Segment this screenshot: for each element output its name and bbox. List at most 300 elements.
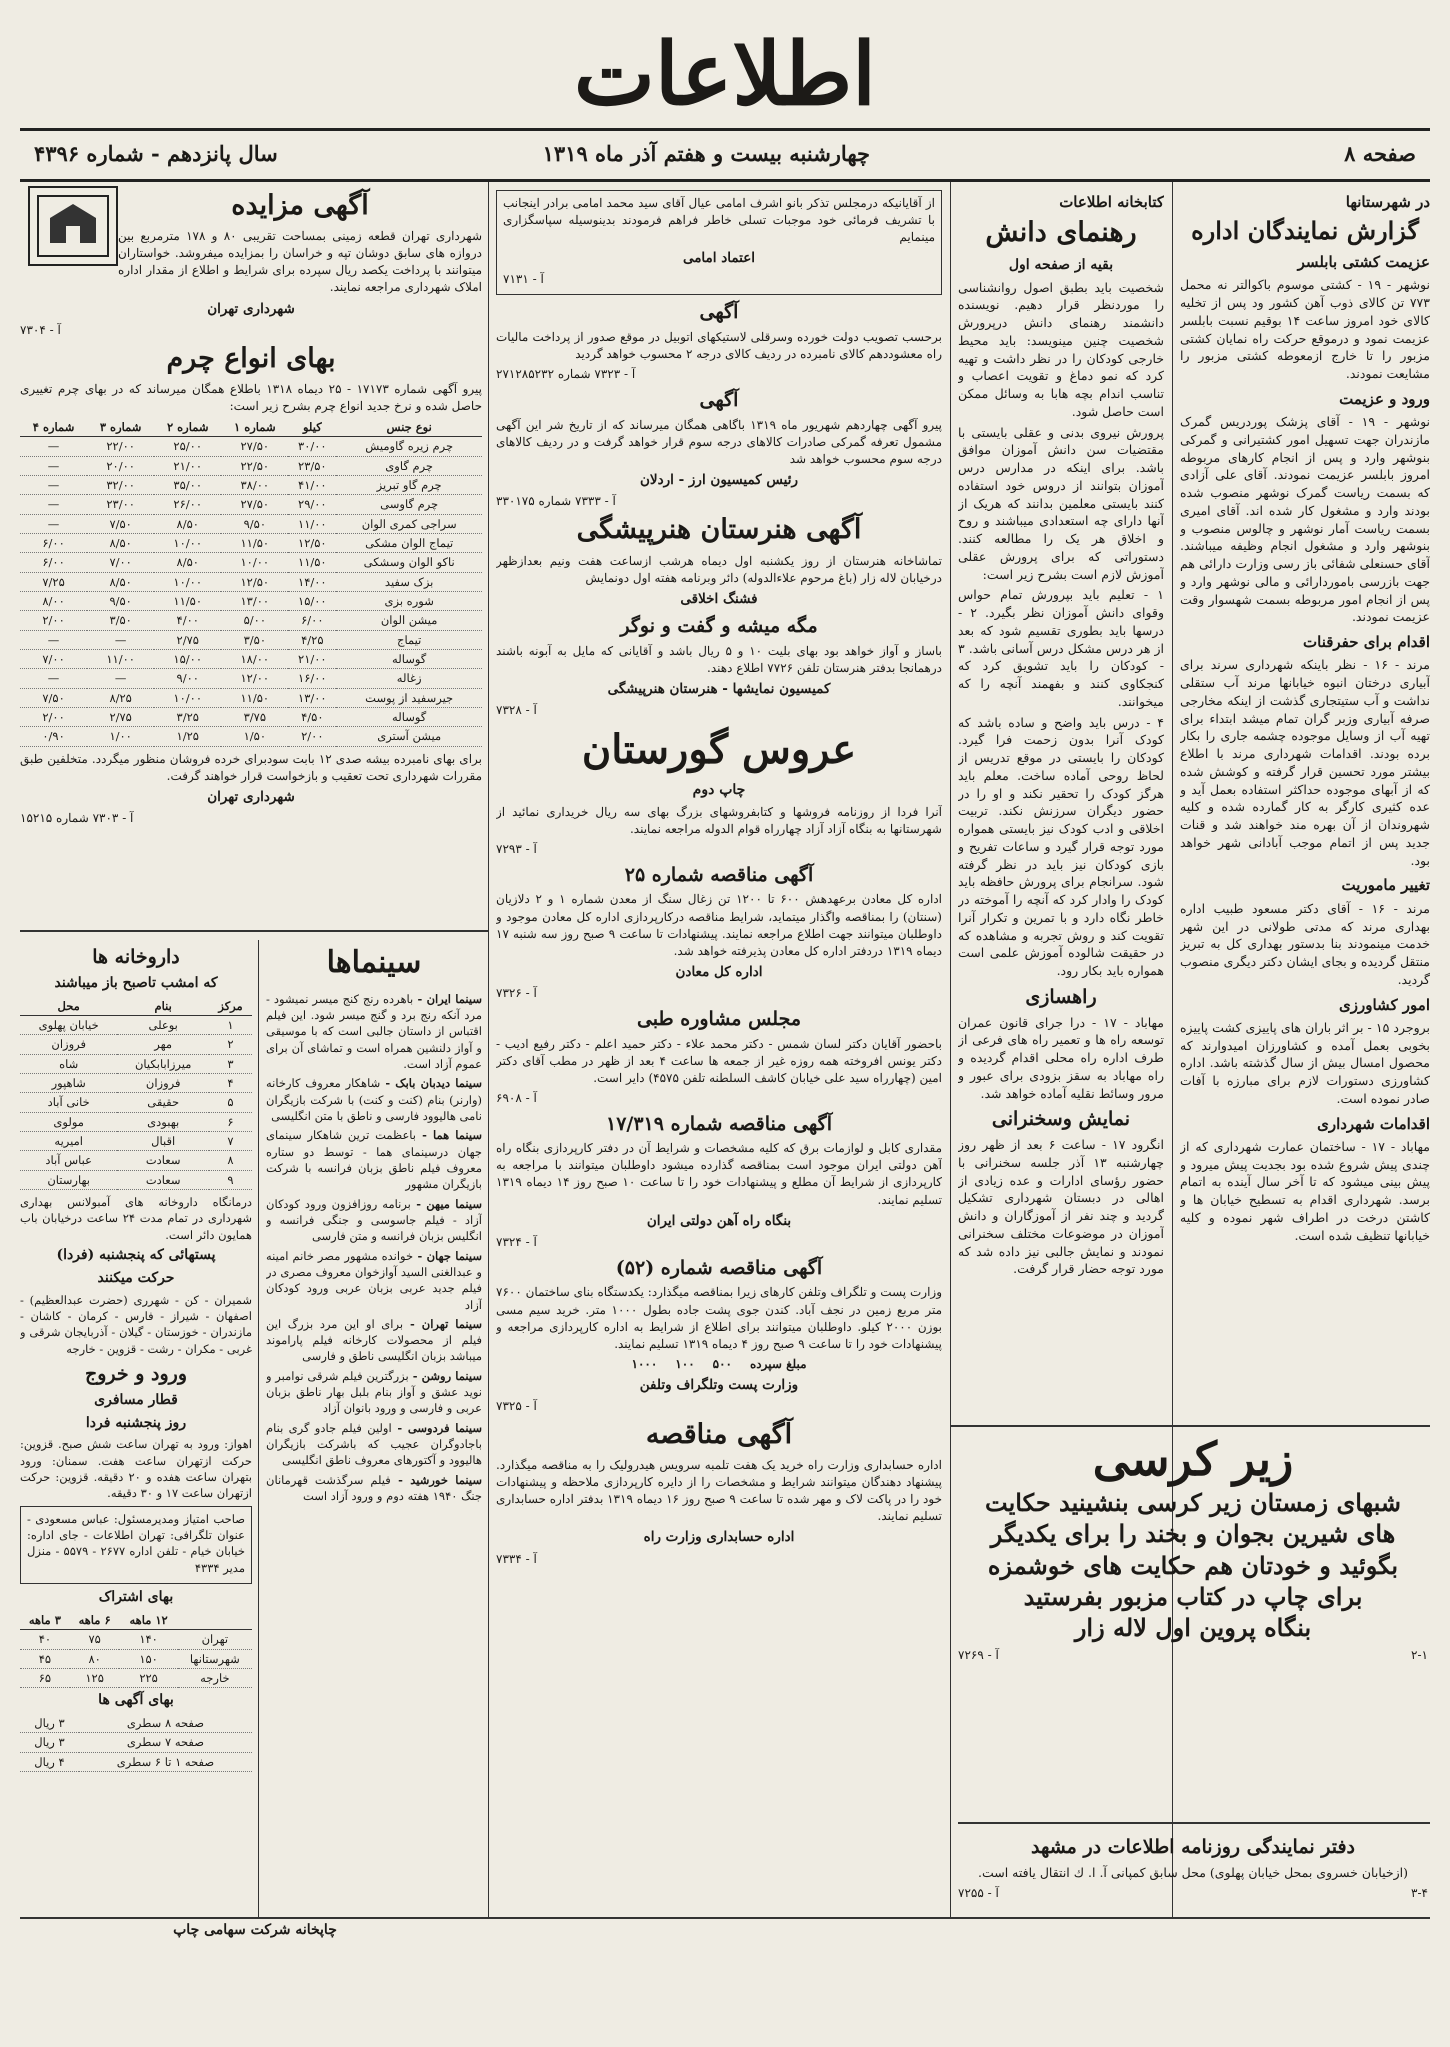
table-cell: ۸/۵۰ bbox=[154, 553, 221, 572]
cinema-program: باهرده رنج کنج میسر نمیشود - مرد آنکه رنج برد و گنج میسر شود. این فیلم اقتباس از داستان جالبی است که با موسیقی و آواز دلنشین همراه است و تماشای آن برای عموم آزاد است. bbox=[266, 991, 482, 1071]
table-row bbox=[20, 495, 482, 514]
table-row bbox=[20, 650, 482, 669]
article-paragraph: ۴ - درس باید واضح و ساده باشد که کودک آنرا بدون زحمت فرا گیرد. کودکان را بایستی در موقع تدریس از لحاظ روحی آماده ساخت. معلم باید هرگز کودک را تحقیر نکند و او را در حضور دیگران سرزنش نکند. تربیت اخلاقی و ادب کودک نیز بایستی همواره مورد توجه قرار گیرد و ساعات تفریح و بازی کودکان نیز باید در نظر گرفته شود. سرانجام برای پرورش حافظه باید کودک را وادار کرد که آنچه را آموخته در خاطر نگاه دارد و با تمرین و تکرار آنرا تقویت کند و روش تجربه و مشاهده که در حقیقت شالوده آموزش علمی است همواره باید بکار رود. bbox=[958, 714, 1164, 979]
ad-line: بنگاه پروین اول لاله زار bbox=[1074, 1612, 1312, 1642]
table-cell: ۸/۰۰ bbox=[20, 592, 87, 611]
cinema-program: برای او این مرد بزرگ این فیلم از محصولات کارخانه فیلم پاراموند میباشد بزبان انگلیسی ناطق و فارسی bbox=[266, 1316, 482, 1364]
section-heading: پستهائی که پنجشنبه (فردا) bbox=[56, 1246, 216, 1263]
table-cell: ۲۲۵ bbox=[119, 1668, 177, 1687]
article-paragraph: مهاباد - ۱۷ - درا جرای قانون عمران توسعه راه ها و تعمیر راه های فرعی از طرف اداره راه محلی اقدام گردیده و راه مهاباد به سقز بزودی برای عبور و مرور وسائط نقلیه آماده خواهد شد. bbox=[958, 1014, 1164, 1101]
cinema-name: سینما دیدبان بابک - bbox=[380, 1076, 482, 1091]
tender-code: آ - ۷۳۲۶ bbox=[496, 985, 537, 1000]
table-cell: ۵/۰۰ bbox=[221, 611, 288, 630]
table-cell: ۷/۰۰ bbox=[87, 553, 154, 572]
section-rule bbox=[958, 1822, 1430, 1824]
table-cell: سراجی کمری الوان bbox=[336, 514, 482, 533]
table-cell: ۲۱/۰۰ bbox=[288, 650, 336, 669]
table-cell: ۱۴/۰۰ bbox=[288, 572, 336, 591]
table-cell: سعادت bbox=[117, 1170, 209, 1189]
ad-code: آ - ۷۲۹۳ bbox=[496, 841, 537, 856]
table-cell: ۱۱/۵۰ bbox=[221, 534, 288, 553]
table-cell: ۲/۰۰ bbox=[20, 611, 87, 630]
notice-text: از آقایانیکه درمجلس تذکر بانو اشرف امامی عیال آقای سید محمد امامی برادر اینجانب با تشریف فرمائی خود موجبات تسلی خاطر فراهم فرمودند بدینوسیله سپاسگزاری مینمایم bbox=[503, 196, 935, 245]
ad-text: (ازخیابان خسروی بمحل خیابان پهلوی) محل سابق کمپانی آ. ا. ك انتقال یافته است. bbox=[977, 1864, 1409, 1880]
table-cell: ۴۰ bbox=[20, 1630, 70, 1649]
ad-heading: آگهی هنرستان هنرپیشگی bbox=[576, 514, 862, 546]
table-cell: چرم گاوی bbox=[336, 456, 482, 475]
article-paragraph: پرورش نیروی بدنی و عقلی بایستی با مقتضیات سن دانش آموزان موافق باشد. برای اینکه در مدارس درس آموزان بتوانند از دروس خود استفاده کنند بایستی معلمین بدانند که هریک از آنها دارای چه استعدادی میباشند و روح و اخلاق هر یک را مطالعه کنند. دستوراتی که برای پرورش عقلی آموزش لازم است بشرح زیر است: bbox=[958, 424, 1164, 582]
column-services bbox=[20, 940, 252, 1915]
table-cell: تهران bbox=[178, 1630, 252, 1649]
table-cell: — bbox=[20, 514, 87, 533]
ad-text: باساز و آواز خواهد بود بهای بلیت ۱۰ و ۵ ریال باشد و آقایانی که مایل به آبونه باشند درهمانجا بدفتر هنرستان تلفن ۷۷۲۶ اطلاع دهند. bbox=[496, 643, 942, 675]
table-cell: شاه bbox=[20, 1054, 117, 1073]
section-text: درمانگاه داروخانه های آمبولانس بهداری شهرداری در تمام مدت ۲۴ ساعت درخیابان باب همایون دائر است. bbox=[20, 1194, 252, 1242]
table-cell: ۷/۵۰ bbox=[87, 514, 154, 533]
cinema-program: شاهکار معروف کارخانه (وارنر) بنام (کنت و کنت) با شرکت بازیگران نامی هالیوود فارسی و ناطق با متن انگلیسی bbox=[266, 1076, 482, 1123]
table-cell: ۱/۰۰ bbox=[87, 727, 154, 746]
table-cell: میشن آستری bbox=[336, 727, 482, 746]
ad-heading: بهای انواع چرم bbox=[166, 342, 336, 374]
table-row bbox=[20, 1733, 252, 1752]
section-heading: داروخانه ها bbox=[92, 946, 180, 968]
table-row bbox=[20, 630, 482, 649]
section-subheading: روز پنجشنبه فردا bbox=[85, 1414, 187, 1431]
table-cell: ۶/۰۰ bbox=[20, 534, 87, 553]
cinema-program: خوانده مشهور مصر خانم امینه و عبدالغنی السید آوازخوان معروف مصری در فیلم جدید عربی بزبان عربی ورود کودکان آزاد bbox=[266, 1248, 482, 1312]
column-header: شماره ۲ bbox=[154, 418, 221, 437]
table-cell: ۱۰/۰۰ bbox=[154, 534, 221, 553]
column-header: نوع جنس bbox=[336, 418, 482, 437]
page-number: صفحه ۸ bbox=[1344, 141, 1416, 166]
table-cell: ۷/۲۵ bbox=[20, 572, 87, 591]
cinema-name: سینما میهن - bbox=[410, 1196, 482, 1211]
table-cell: ۷/۰۰ bbox=[20, 650, 87, 669]
deposit-amount: ۱۰۰ bbox=[675, 1356, 695, 1371]
table-cell: فروزان bbox=[117, 1073, 209, 1092]
section-subheading: قطار مسافری bbox=[94, 1391, 178, 1408]
article-paragraph: نوشهر - ۱۹ - کشتی موسوم باکوالتر نه محمل ۷۷۳ تن کالای ذوب آهن کشور ود پس از تخلیه کالای خود امروز ساعت ۱۴ بوقیم نسبت بابلسر عزیمت نمود و درموقع حرکت راه نمایان کشتی مزبور را تا خارج ازمعوطه کشتی مزبور را مشایعت نمودند. bbox=[1180, 277, 1430, 382]
table-cell: ۲۷/۵۰ bbox=[221, 495, 288, 514]
table-cell: ۱۲/۵۰ bbox=[288, 534, 336, 553]
table-row bbox=[20, 1151, 252, 1170]
tender-signature: وزارت پست وتلگراف وتلفن bbox=[639, 1376, 799, 1393]
table-cell: ۶/۰۰ bbox=[20, 553, 87, 572]
table-cell: ۳ ریال bbox=[20, 1733, 79, 1752]
issue-date: چهارشنبه بیست و هفتم آذر ماه ۱۳۱۹ bbox=[542, 141, 870, 166]
notice-heading: مجلس مشاوره طبی bbox=[636, 1007, 802, 1030]
table-cell: ۱۵/۰۰ bbox=[154, 650, 221, 669]
table-row bbox=[20, 1073, 252, 1092]
table-cell: ۰/۹۰ bbox=[20, 727, 87, 746]
column-library bbox=[958, 186, 1164, 1418]
deposit-amount: ۵۰۰ bbox=[712, 1356, 732, 1371]
table-cell: صفحه ۱ تا ۶ سطری bbox=[79, 1752, 252, 1771]
ad-mashhad bbox=[958, 1830, 1428, 1914]
table-cell: ۹/۰۰ bbox=[154, 669, 221, 688]
publisher-info: صاحب امتیاز ومدیرمسئول: عباس مسعودی - عنوان تلگرافی: تهران اطلاعات - جای اداره: خیابان خیام - تلفن اداره ۲۶۷۷ - ۵۵۷۹ - منزل مدیر ۴۳۳۴ bbox=[27, 1511, 245, 1575]
ad-signature: رئیس کمیسیون ارز - اردلان bbox=[640, 471, 798, 488]
notice-text: باحضور آقایان دکتر لسان شمس - دکتر محمد علاء - دکتر حمید اعلم - دکتر رفیع ادیب - دکتر یونس افروخته همه روزه غیر از جمعه ها ساعت ۴ بعد از ظهر در مطب آقای دکتر امین (چهارراه سید علی خیابان کاشف السلطنه تلفن ۴۵۷۵) دایر است. bbox=[496, 1036, 942, 1085]
table-row bbox=[20, 1752, 252, 1771]
ad-codes bbox=[958, 1885, 1428, 1902]
ad-text: پیرو آگهی شماره ۱۷۱۷۳ - ۲۵ دیماه ۱۳۱۸ باطلاع همگان میرساند که در بهای چرم تغییری حاصل شده و نرخ جدید انواع چرم بشرح زیر است: bbox=[20, 382, 482, 414]
table-cell: — bbox=[20, 669, 87, 688]
table-cell: ۱/۵۰ bbox=[221, 727, 288, 746]
section-subheading: حرکت میکنند bbox=[97, 1269, 175, 1286]
table-cell: ۴ bbox=[209, 1073, 252, 1092]
table-cell: ۲۵/۰۰ bbox=[154, 437, 221, 456]
table-cell: ۱۰/۰۰ bbox=[154, 688, 221, 707]
section-heading: بهای اشتراک bbox=[98, 1589, 174, 1606]
column-header: شماره ۴ bbox=[20, 418, 87, 437]
table-cell: زغاله bbox=[336, 669, 482, 688]
notice-code: آ - ۷۱۳۱ bbox=[503, 272, 544, 287]
table-cell: ۲۲/۰۰ bbox=[87, 437, 154, 456]
table-cell: ۲ bbox=[209, 1035, 252, 1054]
table-row bbox=[20, 1668, 252, 1687]
table-row bbox=[20, 553, 482, 572]
section-rule bbox=[20, 930, 488, 932]
ad-signature: کمیسیون نمایشها - هنرستان هنرپیشگی bbox=[607, 680, 831, 697]
table-cell: گوساله bbox=[336, 650, 482, 669]
table-cell: خیابان پهلوی bbox=[20, 1015, 117, 1034]
table-cell: ۱۲/۰۰ bbox=[221, 669, 288, 688]
subheading: نمایش وسخنرانی bbox=[991, 1108, 1131, 1131]
notice-code: آ - ۶۹۰۸ bbox=[496, 1090, 537, 1105]
leather-price-table bbox=[20, 418, 482, 747]
ad-signature: شهرداری تهران bbox=[207, 788, 295, 805]
column-header bbox=[178, 1611, 252, 1630]
table-cell: شوره بزی bbox=[336, 592, 482, 611]
table-cell: ۵ bbox=[209, 1093, 252, 1112]
ad-code: آ - ۷۳۲۸ bbox=[496, 702, 537, 717]
table-cell: ۶/۰۰ bbox=[288, 611, 336, 630]
tender-text: مقداری کابل و لوازمات برق که کلیه مشخصات و شرایط آن در دفتر کارپردازی بنگاه راه آهن دولتی ایران موجود است بمناقصه گذارده میشود داوطلبان میتوانند با مراجعه به کارپردازی از شرایط آن مطلع و پیشنهادات خود را تا ساعت ۱۰ صبح روز ۱۴ دیماه ۱۳۱۹ تسلیم نمایند. bbox=[496, 1141, 942, 1207]
table-row bbox=[20, 437, 482, 456]
table-cell: ۳۰/۰۰ bbox=[288, 437, 336, 456]
table-cell: — bbox=[87, 669, 154, 688]
table-cell: ۲۱/۰۰ bbox=[154, 456, 221, 475]
cinema-name: سینما جهان - bbox=[413, 1248, 482, 1263]
column-header: بنام bbox=[117, 997, 209, 1016]
table-cell: بهارستان bbox=[20, 1170, 117, 1189]
article-paragraph: شخصیت باید بطبق اصول روانشناسی را موردنظر قرار دهیم. نویسنده دانشمند رهنمای دانش درپرورش شخصیت چنین مینویسد: باید محیط خارجی کودکان را در نظر داشت و تهیه کرد که نمو دماغ و تقویت اعصاب و تناسب اندام بچه هابا به وسائل ممکن است حاصل شود. bbox=[958, 279, 1164, 419]
table-row bbox=[20, 727, 482, 746]
cinema-list bbox=[266, 991, 482, 1505]
article-paragraph: نوشهر - ۱۹ - آقای پزشک پوردریس گمرک مازندران جهت تسهیل امور کشتیرانی و گمرکی بنوشهر وارد و پس از انجام کارهای مربوطه امروز بابلسر عزیمت نمودند. آقای علی آزادی که بسمت ریاست گمرک نوشهر منصوب شده بودند وارد و مشغول کار شده اند. آقای امیری بسمت ریاست آمار نوشهر و چالوس منصوب و بنوشهر وارد و مشغول انجام وظیفه میباشند. آقای حسنعلی شفائی باز رسی وزارت دارائی هم جهت بازرسی باموردارائی و مالی نوشهر وارد و پس از انجام امور مربوطه بسمت شهسوار وقت عزیمت نمودند. bbox=[1180, 414, 1430, 625]
table-cell: ۱۶/۰۰ bbox=[288, 669, 336, 688]
subheading: اقدام برای حفرقنات bbox=[1303, 633, 1430, 652]
ad-line: شبهای زمستان زیر کرسی بنشینید حکایت bbox=[985, 1488, 1401, 1518]
column-header: شماره ۱ bbox=[221, 418, 288, 437]
table-row bbox=[20, 1170, 252, 1189]
table-cell: ۸/۲۵ bbox=[87, 688, 154, 707]
column-header: محل bbox=[20, 997, 117, 1016]
column-rule bbox=[488, 182, 489, 1917]
cinema-program: برنامه روزافزون ورود کودکان آزاد - فیلم جاسوسی و جنگی فرانسه و انگلیس بزبان فرانسه و متن فارسی bbox=[266, 1196, 482, 1244]
table-cell: ۷/۵۰ bbox=[20, 688, 87, 707]
masthead bbox=[0, 20, 1450, 130]
table-cell: ۹ bbox=[209, 1170, 252, 1189]
tender-text: اداره کل معادن برعهدهش ۶۰۰ تا ۱۲۰۰ تن زغال سنگ از معدن شماره ۱ و ۲ دلازیان (سنتان) را بمناقصه واگذار میتماید، شرایط مناقصه درکارپردازی اداره کل معادن موجود و داوطلبان میتوانند جهت اطلاع مراجعه نمایند. پیشنهادات تا ساعت ۹ صبح روز سه شنبه ۱۷ دیماه ۱۳۱۹ دردفتر اداره کل معادن پذیرفته خواهد شد. bbox=[496, 892, 942, 958]
ad-code: آ - ۷۳۰۴ bbox=[20, 322, 61, 337]
table-cell: ۲/۰۰ bbox=[288, 727, 336, 746]
table-cell: ۴ ریال bbox=[20, 1752, 79, 1771]
ad-text: شهرداری تهران قطعه زمینی بمساحت تقریبی ۸۰ و ۱۷۸ مترمربع بین دروازه های سابق دوشان تپه و خراسان را بمزایده میفروشد. خواستاران میتوانند با پرداخت یکصد ریال سپرده برای شرایط و اطلاع از مقدار اداره املاک شهرداری مراجعه نمایند. bbox=[118, 229, 482, 295]
table-cell: ۲۳/۰۰ bbox=[87, 495, 154, 514]
cinema-listing bbox=[266, 991, 482, 1073]
table-cell: ۸۰ bbox=[70, 1649, 120, 1668]
tender-code: آ - ۷۳۲۴ bbox=[496, 1234, 537, 1249]
ad-text: برای بهای نامبرده بیشه صدی ۱۲ بابت سودبرای خرده فروشان منظور میگردد. متخلفین طبق مقررات شهرداری تحت تعقیب و بازخواست قرار خواهند گرفت. bbox=[20, 751, 482, 783]
cinemas-heading: سینماها bbox=[326, 945, 422, 980]
ad-rates-table bbox=[20, 1714, 252, 1772]
table-cell: ۲۶/۰۰ bbox=[154, 495, 221, 514]
table-cell: ۱۳/۰۰ bbox=[288, 688, 336, 707]
cinema-listing bbox=[266, 1420, 482, 1469]
ad-code: ۳-۴ bbox=[1411, 1885, 1428, 1900]
table-row bbox=[20, 1131, 252, 1150]
ad-text: آنرا فردا از روزنامه فروشها و کتابفروشهای بزرگ بهای سه ریال خریداری نمائید از شهرستانها به بنگاه آزاد آزاد چهارراه قوام الدوله مراجعه نمایند. bbox=[496, 804, 942, 836]
table-row bbox=[20, 1035, 252, 1054]
table-cell: فروزان bbox=[20, 1035, 117, 1054]
section-heading: بهای آگهی ها bbox=[98, 1692, 174, 1709]
table-cell: ۴/۲۵ bbox=[288, 630, 336, 649]
table-row bbox=[20, 611, 482, 630]
ad-code: آ - ۷۲۶۹ bbox=[958, 1648, 999, 1663]
publisher-box bbox=[20, 1506, 252, 1584]
table-cell: امیریه bbox=[20, 1131, 117, 1150]
table-cell: خارجه bbox=[178, 1668, 252, 1687]
ad-kursi bbox=[958, 1432, 1428, 1812]
ad-heading: آگهی مزایده bbox=[231, 190, 369, 221]
issue-number: سال پانزدهم - شماره ۴۳۹۶ bbox=[34, 141, 278, 166]
cinema-name: سینما هما - bbox=[416, 1128, 482, 1143]
cinema-program: باعظمت ترین شاهکار سینمای جهان درسینمای هما - توسط دو ستاره معروف فیلم ناطق بزبان فرانسه با شرکت بازیگران مشهور bbox=[266, 1128, 482, 1192]
ad-heading: آگهی bbox=[699, 301, 739, 324]
table-cell: تیماج bbox=[336, 630, 482, 649]
cinema-name: سینما تهران - bbox=[403, 1316, 482, 1331]
ad-line: برای چاپ در کتاب مزبور بفرستید bbox=[1023, 1581, 1363, 1611]
ad-heading: دفتر نمایندگی روزنامه اطلاعات در مشهد bbox=[1031, 1836, 1355, 1858]
newspaper-title: اطلاعات bbox=[573, 24, 877, 125]
municipal-seal-icon bbox=[28, 186, 118, 266]
table-cell: ۲/۷۵ bbox=[154, 630, 221, 649]
table-row bbox=[20, 1015, 252, 1034]
table-cell: ۷ bbox=[209, 1131, 252, 1150]
column-header: شماره ۳ bbox=[87, 418, 154, 437]
deposit-amount: ۱۰۰۰ bbox=[631, 1356, 658, 1371]
cinema-listing bbox=[266, 1248, 482, 1313]
table-cell: سعادت bbox=[117, 1151, 209, 1170]
cinema-listing bbox=[266, 1127, 482, 1192]
tender-code: آ - ۷۳۲۵ bbox=[496, 1398, 537, 1413]
table-cell: ۳/۵۰ bbox=[87, 611, 154, 630]
table-cell: ناکو الوان وسشکی bbox=[336, 553, 482, 572]
ad-code: ۲-۱ bbox=[1411, 1648, 1428, 1663]
table-cell: ۱ bbox=[209, 1015, 252, 1034]
subheading: ورود و عزیمت bbox=[1339, 389, 1430, 408]
table-cell: ۶۵ bbox=[20, 1668, 70, 1687]
table-row bbox=[20, 1112, 252, 1131]
table-row bbox=[20, 688, 482, 707]
table-row bbox=[20, 534, 482, 553]
table-cell: عباس آباد bbox=[20, 1151, 117, 1170]
ad-code: آ - ۷۲۵۵ bbox=[958, 1885, 999, 1900]
continued-note: بقیه از صفحه اول bbox=[1008, 256, 1114, 273]
table-cell: ۲/۰۰ bbox=[20, 708, 87, 727]
table-cell: مولوی bbox=[20, 1112, 117, 1131]
table-cell: بوعلی bbox=[117, 1015, 209, 1034]
article-paragraph: مرند - ۱۶ - نظر باینکه شهرداری سرند برای آبیاری درختان انبوه خیابانها مرند آب ستقلی نداشت و آب ستیتجاری گذشت از اینکه مخارجی صرفه آبیاری وزبر گران تمام میشد ابتداء برای تهیه آب از وسایل موجوده چشمه جاری را بکار برده بودند. اقدامات شهرداری مرند با اطلاع بیشتر مورد تحسین قرار گرفته و کوشش شده که از آبهای موجوده حداکثر استفاده بعمل آید و عده کثیری کارگر به کار گمارده شده و کلیه شهروندان از آن بهره مند خواهند شد و قنات جدید پس از اتمام موجب آبادانی شهر خواهد بود. bbox=[1180, 657, 1430, 868]
tender-signature: اداره حسابداری وزارت راه bbox=[643, 1529, 795, 1546]
column-notices bbox=[496, 186, 942, 1914]
cinema-listing bbox=[266, 1316, 482, 1365]
cinema-listing bbox=[266, 1075, 482, 1124]
article-paragraph: مرند - ۱۶ - آقای دکتر مسعود طبیب اداره بهداری مرند که مدتی طولانی در این شهر خدمت مینمودند بنا بدستور بهداری کل به تبریز منتقل گردیده و بجای ایشان دکتر دیگری منصوب گردید. bbox=[1180, 900, 1430, 987]
book-title: عروس گورستان bbox=[581, 725, 857, 773]
table-cell: ۸/۵۰ bbox=[154, 514, 221, 533]
table-cell: ۲۳/۵۰ bbox=[288, 456, 336, 475]
tender-signature: اداره کل معادن bbox=[675, 963, 763, 980]
deposit-amounts bbox=[496, 1356, 942, 1373]
kicker: کتابخانه اطلاعات bbox=[1059, 193, 1164, 211]
table-row bbox=[20, 572, 482, 591]
table-cell: — bbox=[87, 630, 154, 649]
table-row bbox=[20, 1630, 252, 1649]
table-cell: ۱۰/۰۰ bbox=[221, 553, 288, 572]
column-rule bbox=[258, 940, 259, 1917]
table-cell: بهبودی bbox=[117, 1112, 209, 1131]
section-subheading: که امشب تاصبح باز میباشند bbox=[54, 974, 218, 991]
table-cell: ۴۱/۰۰ bbox=[288, 476, 336, 495]
table-cell: ۴/۰۰ bbox=[154, 611, 221, 630]
ad-code: آ - ۷۳۰۳ شماره ۱۵۲۱۵ bbox=[20, 810, 134, 825]
book-edition: چاپ دوم bbox=[692, 781, 746, 798]
table-cell: ۱۴۰ bbox=[119, 1630, 177, 1649]
column-municipal bbox=[20, 186, 482, 926]
table-cell: صفحه ۸ سطری bbox=[79, 1714, 252, 1733]
column-header: ۳ ماهه bbox=[20, 1611, 70, 1630]
table-cell: ۸/۵۰ bbox=[87, 572, 154, 591]
play-title: فشنگ اخلاقی bbox=[680, 590, 758, 607]
column-header: مرکز bbox=[209, 997, 252, 1016]
cinema-program: اولین فیلم جادو گری بنام باجادوگران عجیب که باشرکت بازیگران هالیوود و آکتورهای معروف ناطق انگلیسی bbox=[266, 1420, 482, 1468]
table-cell: اقبال bbox=[117, 1131, 209, 1150]
table-cell: ۸ bbox=[209, 1151, 252, 1170]
table-cell: مهر bbox=[117, 1035, 209, 1054]
table-row bbox=[20, 456, 482, 475]
table-cell: میشن الوان bbox=[336, 611, 482, 630]
tender-text: اداره حسابداری وزارت راه خرید یک هفت تلمبه سرویس هیدرولیک را به مناقصه میگذارد. پیشنهاد دهندگان میتوانند شرایط و مشخصات را از دایره کارپردازی ملاحظه و پیشنهادات خود را در پاکت لاک و مهر شده تا ساعت ۹ صبح روز ۱۶ دیماه ۱۳۱۹ بدفتر اداره حسابداری تسلیم نمایند. bbox=[496, 1458, 942, 1524]
cinema-listing bbox=[266, 1196, 482, 1245]
table-cell: ۳۲/۰۰ bbox=[87, 476, 154, 495]
tender-signature: بنگاه راه آهن دولتی ایران bbox=[646, 1212, 792, 1229]
section-heading: ورود و خروج bbox=[84, 1362, 188, 1385]
table-row bbox=[20, 1649, 252, 1668]
article-paragraph: بروجرد ۱۵ - بر اثر باران های پاییزی کشت پاییزه بخوبی بعمل آمده و کشاورزان امیدوارند که محصول امسال بیش از سال گذشته باشد. اداره کشاورزی دستورات لازم برای مبارزه با آفات صادر نموده است. bbox=[1180, 1019, 1430, 1106]
ad-code: آ - ۷۳۳۳ شماره ۳۳۰۱۷۵ bbox=[496, 494, 616, 509]
table-cell: ۱۳/۰۰ bbox=[221, 592, 288, 611]
column-rule bbox=[950, 182, 951, 1917]
table-cell: ۳۵/۰۰ bbox=[154, 476, 221, 495]
table-cell: بزک سفید bbox=[336, 572, 482, 591]
table-cell: — bbox=[20, 437, 87, 456]
column-cinemas bbox=[266, 940, 482, 1915]
tender-heading: آگهی مناقصه شماره (۵۲) bbox=[615, 1256, 823, 1279]
printer-credit: چاپخانه شرکت سهامی چاپ bbox=[173, 1922, 337, 1938]
table-cell: ۳/۷۵ bbox=[221, 708, 288, 727]
table-cell: — bbox=[20, 456, 87, 475]
tender-code: آ - ۷۳۳۴ bbox=[496, 1551, 537, 1566]
cinema-name: سینما فردوسی - bbox=[391, 1420, 482, 1435]
table-cell: جیرسفید از پوست bbox=[336, 688, 482, 707]
table-cell: ۱۱/۵۰ bbox=[154, 592, 221, 611]
table-cell: ۱۱/۵۰ bbox=[221, 688, 288, 707]
section-text: اهواز: ورود به تهران ساعت شش صبح. قزوین: حرکت ازتهران ساعت هفت. سمنان: ورود بتهران ساعت هفده و ۲۰ دقیقه. قزوین: حرکت ازتهران ساعت ۱۷ و ۳۰ دقیقه. bbox=[20, 1437, 252, 1501]
column-header: ۶ ماهه bbox=[70, 1611, 120, 1630]
section-text: شمیران - کن - شهرری (حضرت عبدالعظیم) - اصفهان - شیراز - فارس - کرمان - کاشان - مازندران - خوزستان - گیلان - آذربایجان شرقی و غربی - مکران - رشت - قزوین - خارجه bbox=[20, 1292, 252, 1356]
table-cell: چرم گاو تبریز bbox=[336, 476, 482, 495]
column-header: ۱۲ ماهه bbox=[119, 1611, 177, 1630]
table-row bbox=[20, 514, 482, 533]
ad-line: های شیرین بجوان و بخند را برای یکدیگر bbox=[990, 1519, 1396, 1549]
table-cell: ۱۲۵ bbox=[70, 1668, 120, 1687]
table-cell: ۱۱/۰۰ bbox=[288, 514, 336, 533]
dateline bbox=[20, 128, 1430, 182]
article-paragraph: ۱ - تعلیم باید بپرورش تمام حواس وقوای دانش آموزان نظر بگیرد. ۲ - درسها باید بطوری تقسیم شود که بعد از هر درس مشکل درس آسانی باشد. ۳ - کودکان را باید تشویق کرد که کنجکاوی کنند و بفهمند آنچه را که میخوانند. bbox=[958, 587, 1164, 709]
article-heading: رهنمای دانش bbox=[985, 217, 1137, 249]
deposit-label: مبلغ سپرده bbox=[749, 1356, 807, 1371]
table-row bbox=[20, 708, 482, 727]
table-cell: ۲۰/۰۰ bbox=[87, 456, 154, 475]
table-row bbox=[20, 1093, 252, 1112]
article-paragraph: مهاباد - ۱۷ - ساختمان عمارت شهرداری که از چندی پیش شروع شده بود بجدیت پیش میرود و پیش بینی میشود که تا آخر سال آینده به اتمام برسد. شهرداری اقدام به تسطیح خیابان ها و کاشتن درخت در اطراف شهر نموده و کلیه خیابانها تنظیف شده است. bbox=[1180, 1138, 1430, 1243]
table-cell: ۹/۵۰ bbox=[87, 592, 154, 611]
table-cell: ۱۱/۵۰ bbox=[288, 553, 336, 572]
notice-thanks bbox=[496, 190, 942, 295]
table-cell: خانی آباد bbox=[20, 1093, 117, 1112]
subscription-table bbox=[20, 1611, 252, 1688]
table-cell: ۲۲/۵۰ bbox=[221, 456, 288, 475]
table-cell: ۲/۷۵ bbox=[87, 708, 154, 727]
tender-text: وزارت پست و تلگراف وتلفن کارهای زیرا بمناقصه میگذارد: یکدستگاه بنای ساختمان ۷۶۰۰ متر مربع زمین در نجف آباد. کندن جوی پشت جاده بطول ۱۰۰۰ متر. خرید سیم مسی بوزن ۲۰۰۰ کیلو. داوطلبان میتوانند برای اطلاع از شرایط به اداره کارپردازی مراجعه و پیشنهادات خود را تا ساعت ۹ صبح روز ۴ دیماه ۱۳۱۹ تسلیم نمایند. bbox=[496, 1285, 942, 1351]
table-cell: ۱/۲۵ bbox=[154, 727, 221, 746]
table-cell: ۱۱/۰۰ bbox=[87, 650, 154, 669]
cinema-listing bbox=[266, 1368, 482, 1417]
ad-line: بگوئید و خودتان هم حکایت های خوشمزه bbox=[987, 1550, 1399, 1580]
ad-code: آ - ۷۳۲۳ شماره ۲۷۱۲۸۵۲۳۲ bbox=[496, 367, 636, 382]
subheading: عزیمت کشتی بابلسر bbox=[1297, 253, 1430, 272]
cinema-name: سینما خورشید - bbox=[390, 1472, 482, 1487]
table-cell: میرزابابکیان bbox=[117, 1054, 209, 1073]
table-cell: — bbox=[20, 476, 87, 495]
table-cell: ۱۵/۰۰ bbox=[288, 592, 336, 611]
table-cell: ۱۵۰ bbox=[119, 1649, 177, 1668]
table-cell: شهرستانها bbox=[178, 1649, 252, 1668]
table-cell: ۹/۵۰ bbox=[221, 514, 288, 533]
table-cell: چرم گاوسی bbox=[336, 495, 482, 514]
subheading: راهسازی bbox=[1025, 985, 1097, 1008]
table-cell: — bbox=[20, 495, 87, 514]
table-cell: ۷۵ bbox=[70, 1630, 120, 1649]
table-cell: ۱۸/۰۰ bbox=[221, 650, 288, 669]
table-cell: گوساله bbox=[336, 708, 482, 727]
table-cell: ۲۹/۰۰ bbox=[288, 495, 336, 514]
table-cell: ۴/۵۰ bbox=[288, 708, 336, 727]
table-row bbox=[20, 592, 482, 611]
